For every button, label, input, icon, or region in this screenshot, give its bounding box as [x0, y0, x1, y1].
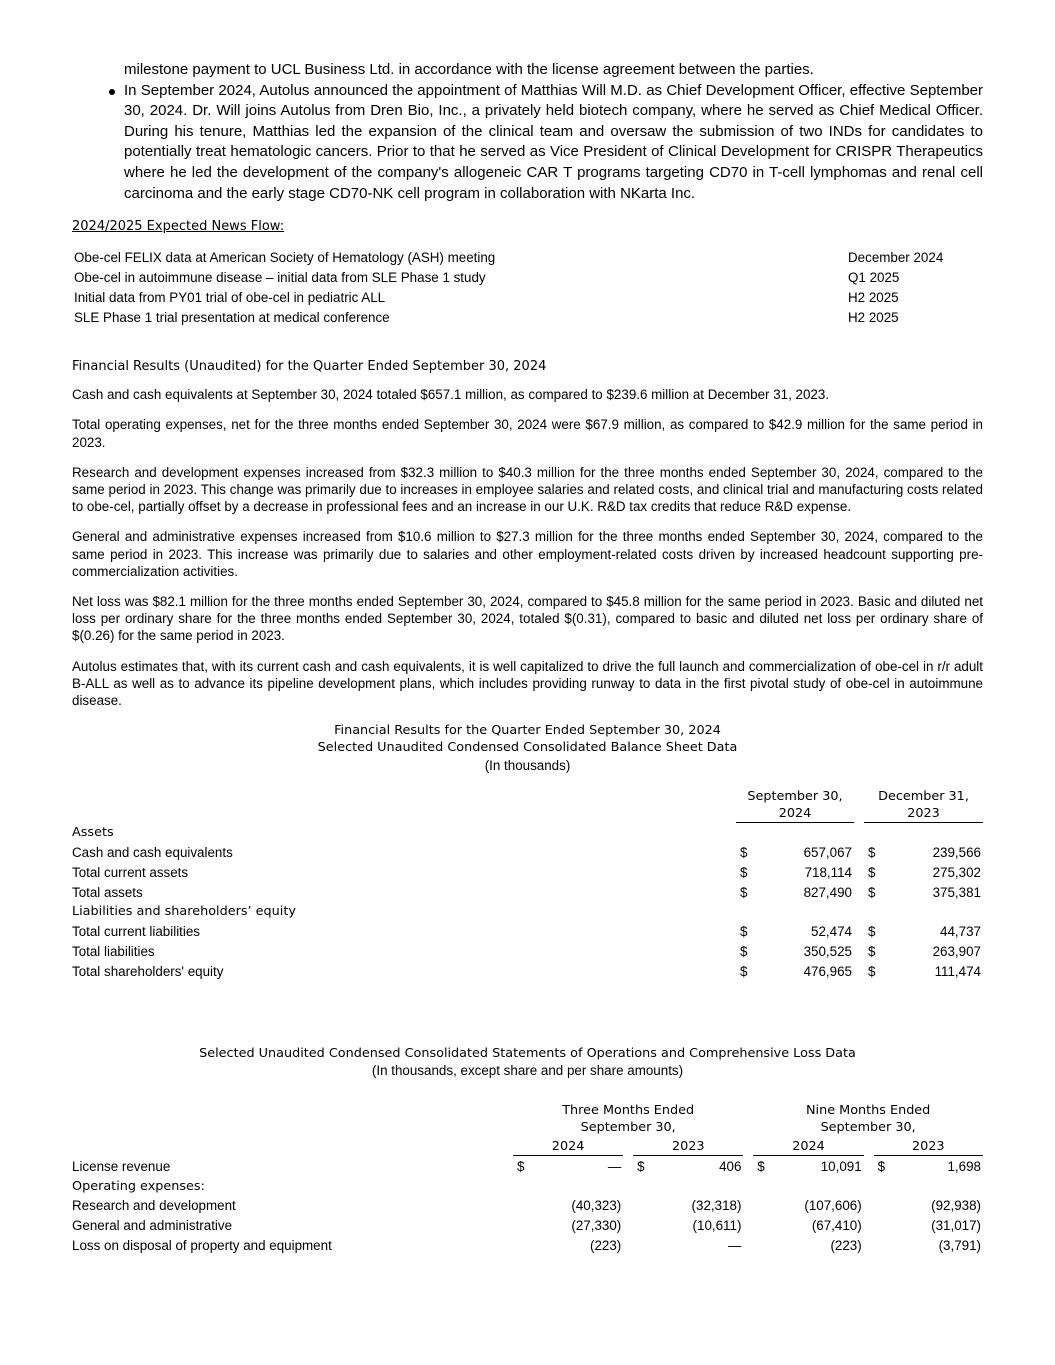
table-row [72, 1216, 983, 1236]
currency-symbol: $ [740, 943, 748, 959]
value-cell: (10,611) [692, 1218, 742, 1234]
table-row [72, 882, 983, 902]
paragraph-gna: General and administrative expenses increased from $10.6 million to $27.3 million for the three months ended September 30, 2024, compared to the same period in 2023. This increase was primarily due to salaries and other employment-related costs driven by increased headcount supporting pre-commercialization activities. [72, 529, 983, 579]
table-row [72, 1196, 983, 1216]
news-timing: H2 2025 [848, 289, 899, 305]
row-label: Loss on disposal of property and equipment [72, 1237, 332, 1253]
news-event: Obe-cel FELIX data at American Society of Hematology (ASH) meeting [74, 249, 496, 265]
bullet-item-cdo-appointment: In September 2024, Autolus announced the appointment of Matthias Will M.D. as Chief Development Officer, effective September 30, 2024. Dr. Will joins Autolus from Dren Bio, Inc., a privately held biotech company, where he served as Chief Medical Officer. During his tenure, Matthias led the expansion of the clinical team and oversaw the submission of two INDs for candidates to potentially treat hematologic cancers. Prior to that he served as Vice President of Clinical Development for CRISPR Therapeutics where he led the development of the company's allogeneic CAR T programs targeting CD70 in T-cell lymphomas and renal cell carcinoma and the early stage CD70-NK cell program in collaboration with NKarta Inc. [124, 81, 983, 205]
currency-symbol: $ [868, 864, 876, 880]
value-cell: (3,791) [938, 1237, 981, 1253]
table-row [72, 267, 983, 287]
bullet-continuation: milestone payment to UCL Business Ltd. in accordance with the license agreement between the parties. [124, 61, 814, 78]
table-header-row [72, 1136, 983, 1156]
column-header-year: 2023 [633, 1136, 743, 1156]
currency-symbol: $ [740, 845, 748, 860]
balance-sheet-title [72, 722, 983, 774]
value-cell: 1,698 [947, 1158, 981, 1174]
value-dec-2023: 375,381 [932, 884, 981, 900]
table-row [72, 961, 983, 981]
value-sep-2024: 350,525 [803, 943, 852, 959]
column-header-line: 2023 [907, 805, 940, 821]
news-timing: H2 2025 [848, 309, 899, 325]
currency-symbol: $ [868, 963, 876, 979]
value-dec-2023: 275,302 [932, 864, 981, 880]
operations-title-line1: Selected Unaudited Condensed Consolidated Statements of Operations and Comprehensive Loss Data [199, 1046, 856, 1062]
value-cell: (31,017) [931, 1218, 981, 1234]
column-header-dec-2023 [864, 786, 983, 823]
news-flow-title: 2024/2025 Expected News Flow: [72, 219, 285, 235]
value-cell: — [607, 1158, 622, 1174]
news-flow-table [72, 247, 983, 327]
table-row [72, 247, 983, 267]
column-header-line: 2024 [778, 805, 812, 821]
value-sep-2024: 657,067 [803, 845, 852, 860]
table-row [72, 287, 983, 307]
value-sep-2024: 718,114 [804, 864, 852, 880]
column-group-line: Nine Months Ended [805, 1102, 931, 1118]
value-cell: (223) [589, 1237, 622, 1253]
currency-symbol: $ [740, 884, 748, 900]
table-row [72, 922, 983, 942]
section-label-liabilities: Liabilities and shareholders’ equity [72, 904, 296, 920]
row-label: Cash and cash equivalents [72, 845, 233, 860]
value-dec-2023: 263,907 [932, 943, 981, 959]
column-group-line: September 30, [820, 1119, 916, 1135]
row-label: General and administrative [72, 1218, 233, 1234]
currency-symbol: $ [877, 1158, 886, 1174]
currency-symbol: $ [740, 963, 748, 979]
column-header-line: December 31, [878, 788, 969, 804]
value-dec-2023: 239,566 [932, 845, 981, 860]
bullet-list [124, 60, 983, 204]
column-header-line: September 30, [747, 788, 843, 804]
news-event: Obe-cel in autoimmune disease – initial data from SLE Phase 1 study [74, 269, 486, 285]
news-event: SLE Phase 1 trial presentation at medical conference [74, 309, 390, 325]
column-header-year: 2024 [513, 1136, 623, 1156]
value-dec-2023: 111,474 [934, 963, 981, 979]
table-row [72, 822, 983, 842]
currency-symbol: $ [868, 845, 876, 860]
paragraph-cash: Cash and cash equivalents at September 30, 2024 totaled $657.1 million, as compared to $239.6 million at December 31, 2023. [72, 387, 830, 403]
balance-sheet-table [72, 786, 983, 981]
currency-symbol: $ [868, 884, 876, 900]
value-cell: — [728, 1237, 742, 1253]
currency-symbol: $ [868, 924, 876, 940]
value-cell: (107,606) [804, 1198, 862, 1214]
news-timing: December 2024 [848, 249, 944, 265]
row-label: Total shareholders' equity [72, 963, 224, 979]
value-dec-2023: 44,737 [940, 924, 981, 940]
balance-sheet-title-line1: Financial Results for the Quarter Ended September 30, 2024 [334, 723, 721, 739]
value-sep-2024: 476,965 [803, 963, 852, 979]
table-row [72, 942, 983, 962]
operations-units: (In thousands, except share and per share amounts) [371, 1063, 684, 1079]
table-header-row [72, 1100, 983, 1136]
table-row [72, 1176, 983, 1196]
paragraph-opex: Total operating expenses, net for the three months ended September 30, 2024 were $67.9 million, as compared to $42.9 million for the same period in 2023. [72, 417, 983, 450]
column-group-nine-months [753, 1100, 983, 1136]
value-cell: (223) [830, 1237, 862, 1253]
currency-symbol: $ [740, 864, 748, 880]
value-cell: (32,318) [691, 1198, 742, 1214]
row-label: License revenue [72, 1158, 171, 1174]
paragraph-net-loss: Net loss was $82.1 million for the three months ended September 30, 2024, compared to $45.8 million for the same period in 2023. Basic and diluted net loss per ordinary share for the three months ended September 30, 2024, totaled $(0.31), compared to basic and diluted net loss per ordinary share of $(0.26) for the same period in 2023. [72, 593, 983, 644]
value-cell: (92,938) [931, 1198, 981, 1214]
news-timing: Q1 2025 [848, 269, 900, 285]
value-cell: (67,410) [811, 1218, 862, 1234]
value-cell: (27,330) [571, 1218, 622, 1234]
table-row [72, 902, 983, 922]
currency-symbol: $ [740, 924, 748, 940]
value-cell: (40,323) [571, 1198, 622, 1214]
paragraph-outlook: Autolus estimates that, with its current cash and cash equivalents, it is well capitalized to drive the full launch and commercialization of obe-cel in r/r adult B-ALL as well as to advance its pipeline development plans, which includes providing runway to data in the first pivotal study of obe-cel in autoimmune disease. [72, 658, 983, 708]
press-release-page [72, 60, 983, 1255]
column-group-line: September 30, [580, 1119, 676, 1135]
row-label: Total liabilities [72, 943, 155, 959]
row-label: Total current assets [72, 864, 189, 880]
row-label: Total current liabilities [72, 924, 201, 940]
currency-symbol: $ [516, 1158, 525, 1174]
section-label-assets: Assets [72, 824, 114, 840]
value-sep-2024: 827,490 [803, 884, 852, 900]
column-header-sep-2024 [736, 786, 854, 823]
row-label: Total assets [72, 884, 143, 900]
row-label: Research and development [72, 1198, 236, 1214]
table-row [72, 1236, 983, 1256]
operations-title [72, 1045, 983, 1079]
news-event: Initial data from PY01 trial of obe-cel in pediatric ALL [74, 289, 386, 305]
financial-results-heading: Financial Results (Unaudited) for the Quarter Ended September 30, 2024 [72, 359, 547, 375]
currency-symbol: $ [757, 1158, 765, 1174]
column-header-year: 2024 [753, 1136, 863, 1156]
section-label-opex: Operating expenses: [72, 1178, 205, 1194]
currency-symbol: $ [868, 943, 876, 959]
table-row [72, 843, 983, 863]
currency-symbol: $ [637, 1158, 645, 1174]
value-sep-2024: 52,474 [811, 924, 852, 940]
table-row [72, 1156, 983, 1176]
operations-table [72, 1100, 983, 1256]
paragraph-rnd: Research and development expenses increased from $32.3 million to $40.3 million for the three months ended September 30, 2024, compared to the same period in 2023. This change was primarily due to increases in employee salaries and related costs, and clinical trial and manufacturing costs related to obe-cel, partially offset by a decrease in professional fees and an increase in our U.K. R&D tax credits that reduce R&D expense. [72, 464, 983, 515]
table-header-row [72, 786, 983, 823]
table-row [72, 307, 983, 327]
balance-sheet-title-line2: Selected Unaudited Condensed Consolidated Balance Sheet Data [317, 740, 738, 756]
table-row [72, 862, 983, 882]
column-group-three-months [513, 1100, 743, 1136]
value-cell: 10,091 [820, 1158, 862, 1174]
column-group-line: Three Months Ended [562, 1102, 695, 1118]
balance-sheet-units: (In thousands) [484, 757, 571, 773]
value-cell: 406 [719, 1158, 742, 1174]
column-header-year: 2023 [874, 1136, 983, 1156]
